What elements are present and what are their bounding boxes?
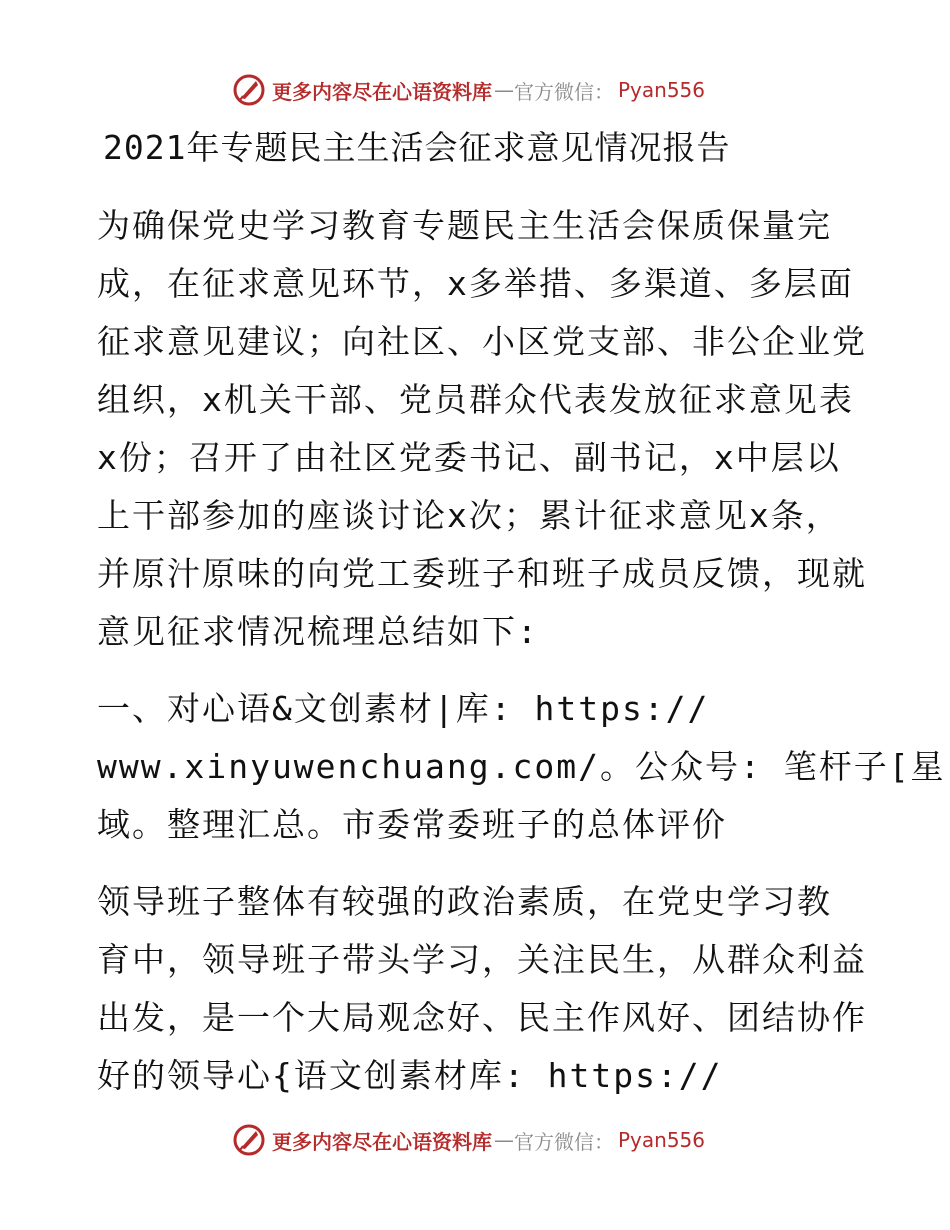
document-title: 2021年专题民主生活会征求意见情况报告 [103,128,731,167]
paragraph-line: 上干部参加的座谈讨论x次；累计征求意见x条， [97,496,841,535]
paragraph-line: 为确保党史学习教育专题民主生活会保质保量完 [97,206,832,245]
banner-dash: — [494,78,512,102]
paragraph-line: 意见征求情况梳理总结如下: [97,612,539,651]
header-watermark-banner [232,70,752,110]
banner-official-label: 官方微信： [514,79,614,104]
paragraph-line: 领导班子整体有较强的政治素质，在党史学习教 [97,882,832,921]
paragraph-line: x份；召开了由社区党委书记、副书记，x中层以 [97,438,841,477]
banner-wechat-id: Pyan556 [618,1128,706,1152]
paragraph-line: 征求意见建议；向社区、小区党支部、非公企业党 [97,322,867,361]
paragraph-line: 育中，领导班子带头学习，关注民生，从群众利益 [97,940,867,979]
paragraph-line: 出发，是一个大局观念好、民主作风好、团结协作 [97,998,867,1037]
paragraph-line: www.xinyuwenchuang.com/。公众号: 笔杆子[星 [97,747,946,786]
paragraph-intro [97,197,867,661]
paragraph-line: 好的领导心{语文创素材库: https:// [97,1056,723,1095]
paragraph-evaluation [97,873,867,1105]
feather-pen-logo-icon [232,1123,266,1157]
paragraph-line: 组织，x机关干部、党员群众代表发放征求意见表 [97,380,854,419]
banner-brand-text: 更多内容尽在心语资料库 [272,1129,492,1154]
banner-dash: — [494,1128,512,1152]
banner-official-label: 官方微信： [514,1129,614,1154]
feather-pen-logo-icon [232,73,266,107]
banner-brand-text: 更多内容尽在心语资料库 [272,79,492,104]
paragraph-line: 成，在征求意见环节，x多举措、多渠道、多层面 [97,264,854,303]
paragraph-section-one [97,680,946,854]
paragraph-line: 一、对心语&文创素材|库: https:// [97,689,710,728]
banner-wechat-id: Pyan556 [618,78,706,102]
paragraph-line: 并原汁原味的向党工委班子和班子成员反馈，现就 [97,554,867,593]
footer-watermark-banner [232,1120,752,1160]
paragraph-line: 域。整理汇总。市委常委班子的总体评价 [97,805,727,844]
document-body [97,124,946,1124]
